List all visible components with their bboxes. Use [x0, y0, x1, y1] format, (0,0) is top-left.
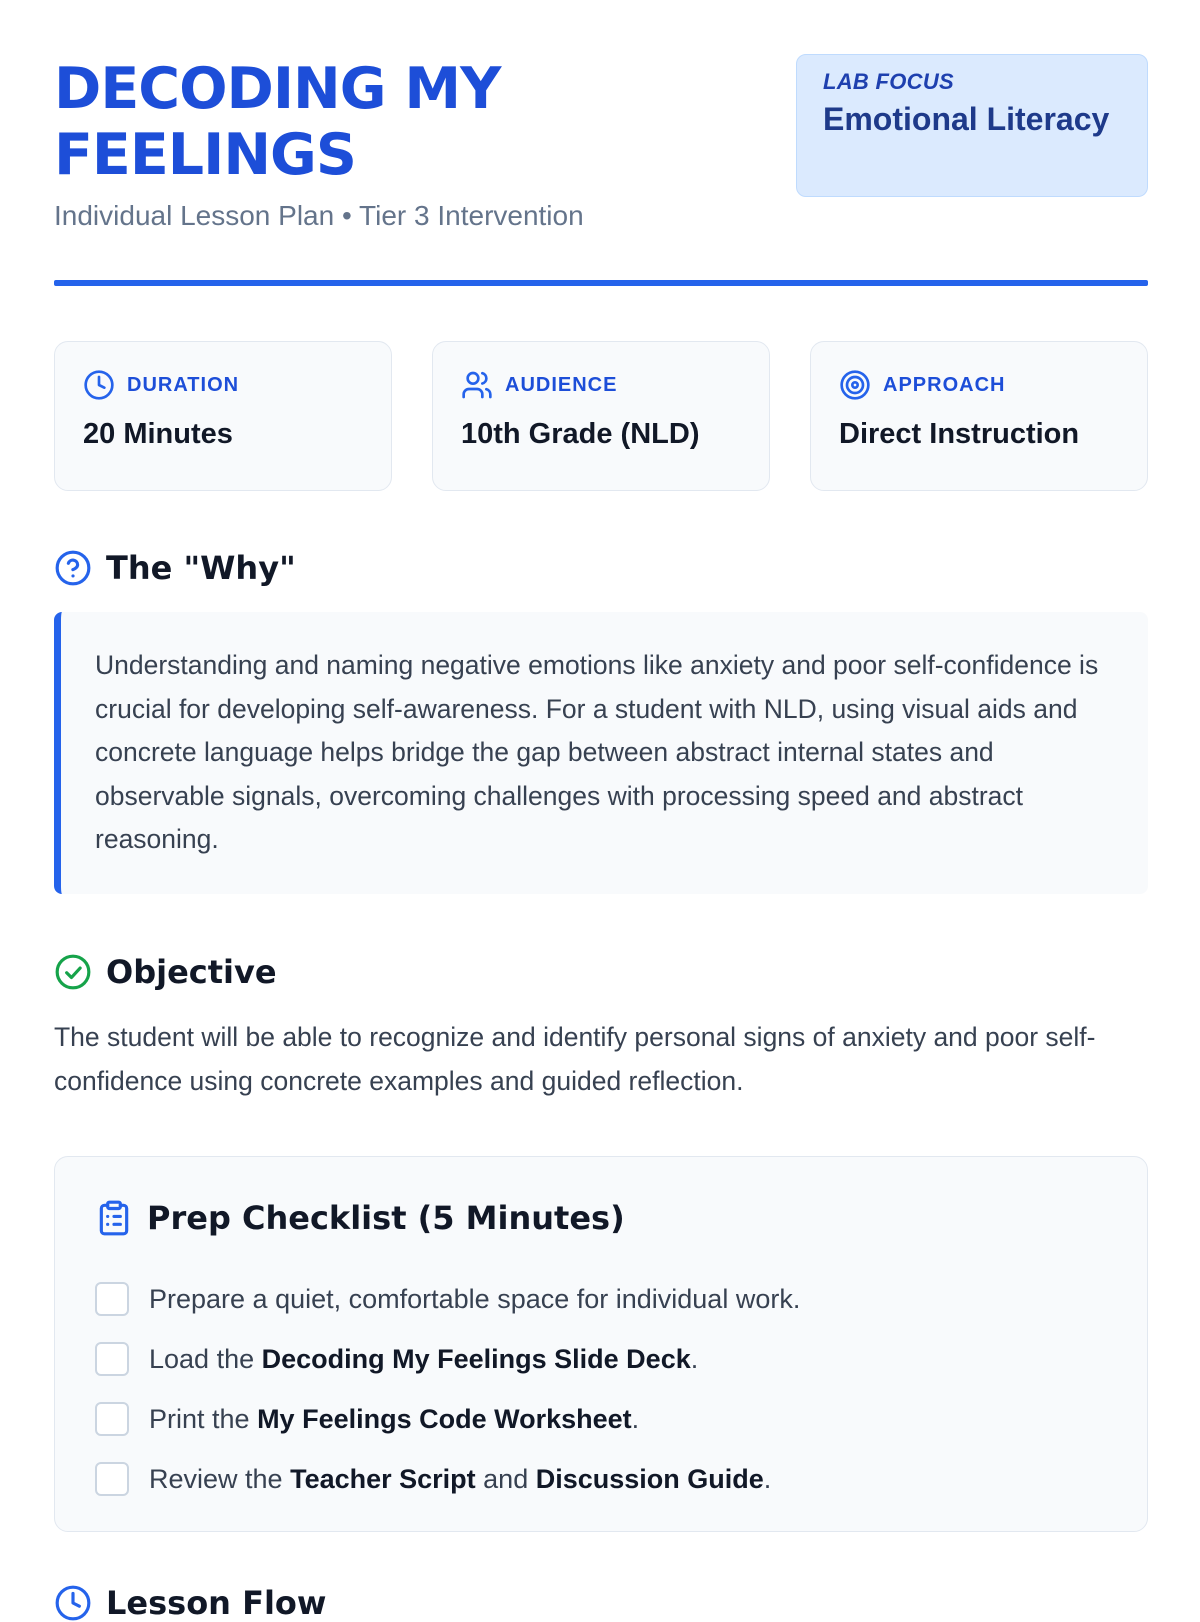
- target-icon: [839, 369, 871, 401]
- prep-checkbox[interactable]: [95, 1402, 129, 1436]
- prep-checkbox[interactable]: [95, 1462, 129, 1496]
- clipboard-list-icon: [95, 1199, 133, 1237]
- audience-label: AUDIENCE: [505, 373, 618, 396]
- why-body: Understanding and naming negative emotions like anxiety and poor self-confidence is crucial for developing self-awareness. For a student with NLD, using visual aids and concrete language helps bridge the gap between abstract internal states and observable signals, overcoming challenges with processing speed and abstract reasoning.: [95, 650, 1099, 854]
- header: [54, 54, 1148, 239]
- page-title: DECODING MY FEELINGS: [54, 56, 501, 188]
- header-divider: [54, 280, 1148, 286]
- lesson-flow-title: Lesson Flow: [106, 1584, 327, 1622]
- prep-item-emphasis: Discussion Guide: [535, 1463, 764, 1494]
- prep-item: [95, 1389, 800, 1449]
- lab-focus-card: [796, 54, 1148, 197]
- why-title: The "Why": [106, 549, 296, 587]
- prep-item: [95, 1329, 800, 1389]
- prep-item-text: Print the My Feelings Code Worksheet.: [149, 1403, 640, 1434]
- approach-label: APPROACH: [883, 373, 1006, 396]
- users-icon: [461, 369, 493, 401]
- prep-item-emphasis: Decoding My Feelings Slide Deck: [261, 1343, 691, 1374]
- prep-list: [95, 1269, 800, 1509]
- approach-card: [810, 341, 1148, 491]
- prep-checklist-card: [54, 1156, 1148, 1532]
- check-circle-icon: [54, 953, 92, 991]
- prep-heading: [95, 1199, 625, 1237]
- why-callout: [54, 612, 1148, 894]
- prep-item-emphasis: My Feelings Code Worksheet: [257, 1403, 632, 1434]
- clock-icon: [54, 1584, 92, 1622]
- info-cards: [54, 341, 1148, 491]
- objective-title: Objective: [106, 953, 277, 991]
- prep-item-emphasis: Teacher Script: [290, 1463, 476, 1494]
- prep-item: [95, 1269, 800, 1329]
- page-subtitle: Individual Lesson Plan • Tier 3 Intervention: [54, 200, 584, 231]
- duration-value: 20 Minutes: [83, 418, 233, 450]
- lab-focus-value: Emotional Literacy: [823, 101, 1110, 137]
- duration-card: [54, 341, 392, 491]
- prep-item-text: Load the Decoding My Feelings Slide Deck.: [149, 1343, 699, 1374]
- question-circle-icon: [54, 549, 92, 587]
- prep-item: [95, 1449, 800, 1509]
- lesson-plan-page: [54, 0, 1148, 1622]
- prep-checkbox[interactable]: [95, 1342, 129, 1376]
- audience-card: [432, 341, 770, 491]
- why-heading: [54, 546, 296, 590]
- clock-icon: [83, 369, 115, 401]
- objective-body: The student will be able to recognize and identify personal signs of anxiety and poor self-confidence using concrete examples and guided reflection.: [54, 1022, 1096, 1096]
- prep-item-text: Review the Teacher Script and Discussion Guide.: [149, 1463, 772, 1494]
- duration-label: DURATION: [127, 373, 240, 396]
- approach-value: Direct Instruction: [839, 418, 1080, 450]
- prep-title: Prep Checklist (5 Minutes): [147, 1199, 625, 1237]
- prep-checkbox[interactable]: [95, 1282, 129, 1316]
- lesson-flow-heading: [54, 1584, 326, 1622]
- prep-item-text: Prepare a quiet, comfortable space for individual work.: [149, 1283, 801, 1314]
- objective-heading: [54, 950, 277, 994]
- lab-focus-label: LAB FOCUS: [823, 69, 955, 94]
- audience-value: 10th Grade (NLD): [461, 418, 700, 450]
